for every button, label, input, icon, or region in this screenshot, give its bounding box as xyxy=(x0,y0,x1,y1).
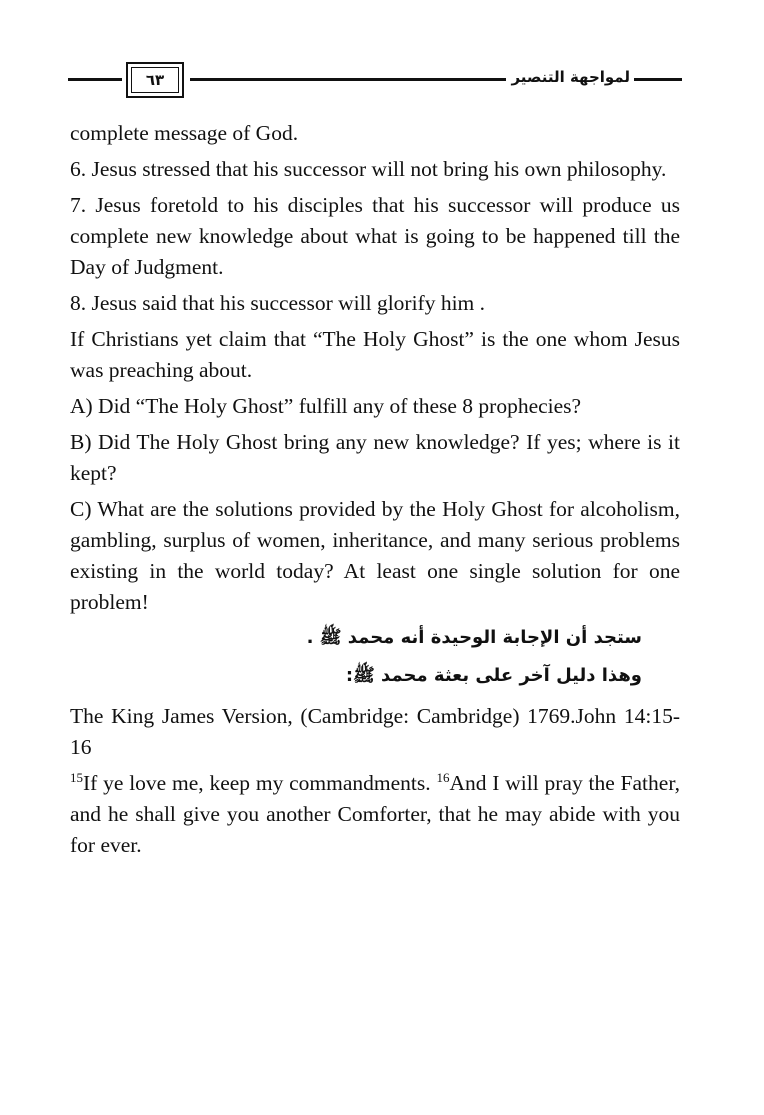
arabic-line-2: وهذا دليل آخر على بعثة محمد ﷺ: xyxy=(345,665,642,686)
question-b: B) Did The Holy Ghost bring any new knowledge? If yes; where is it kept? xyxy=(70,430,680,485)
header-rule-left xyxy=(68,78,122,81)
page-number: ٦٣ xyxy=(131,67,179,93)
arabic-line-1: ستجد أن الإجابة الوحيدة أنه محمد ﷺ . xyxy=(306,627,642,648)
paragraph-continuation: complete message of God. xyxy=(70,121,299,145)
verse-number-15: 15 xyxy=(70,770,83,785)
question-c: C) What are the solutions provided by the Holy Ghost for alcoholism, gambling, surplus of women, inheritance, and many serious problems existing in the world today? At least one single solution for one problem! xyxy=(70,497,680,614)
header-rule-right xyxy=(634,78,682,81)
page-header xyxy=(60,60,684,102)
header-rule-middle xyxy=(190,78,506,81)
paragraph-point-8: 8. Jesus said that his successor will glorify him . xyxy=(70,291,486,315)
bible-verse xyxy=(70,768,680,861)
paragraph-point-7: 7. Jesus foretold to his disciples that his successor will produce us complete new knowledge about what is going to be happened till the Day of Judgment. xyxy=(70,193,680,279)
page-number-box xyxy=(126,62,184,98)
bible-citation: The King James Version, (Cambridge: Cambridge) 1769.John 14:15-16 xyxy=(70,704,680,759)
verse-number-16: 16 xyxy=(436,770,450,785)
running-title: لمواجهة التنصير xyxy=(511,68,630,86)
verse-16-text: And I will pray the Father, and he shall give you another Comforter, that he may abide with you for ever. xyxy=(70,771,680,857)
paragraph-claim: If Christians yet claim that “The Holy Ghost” is the one whom Jesus was preaching about. xyxy=(70,327,680,382)
paragraph-point-6: 6. Jesus stressed that his successor will not bring his own philosophy. xyxy=(70,157,667,181)
question-a: A) Did “The Holy Ghost” fulfill any of these 8 prophecies? xyxy=(70,394,582,418)
verse-15-text: If ye love me, keep my commandments. xyxy=(83,771,437,795)
page-body xyxy=(70,118,680,866)
